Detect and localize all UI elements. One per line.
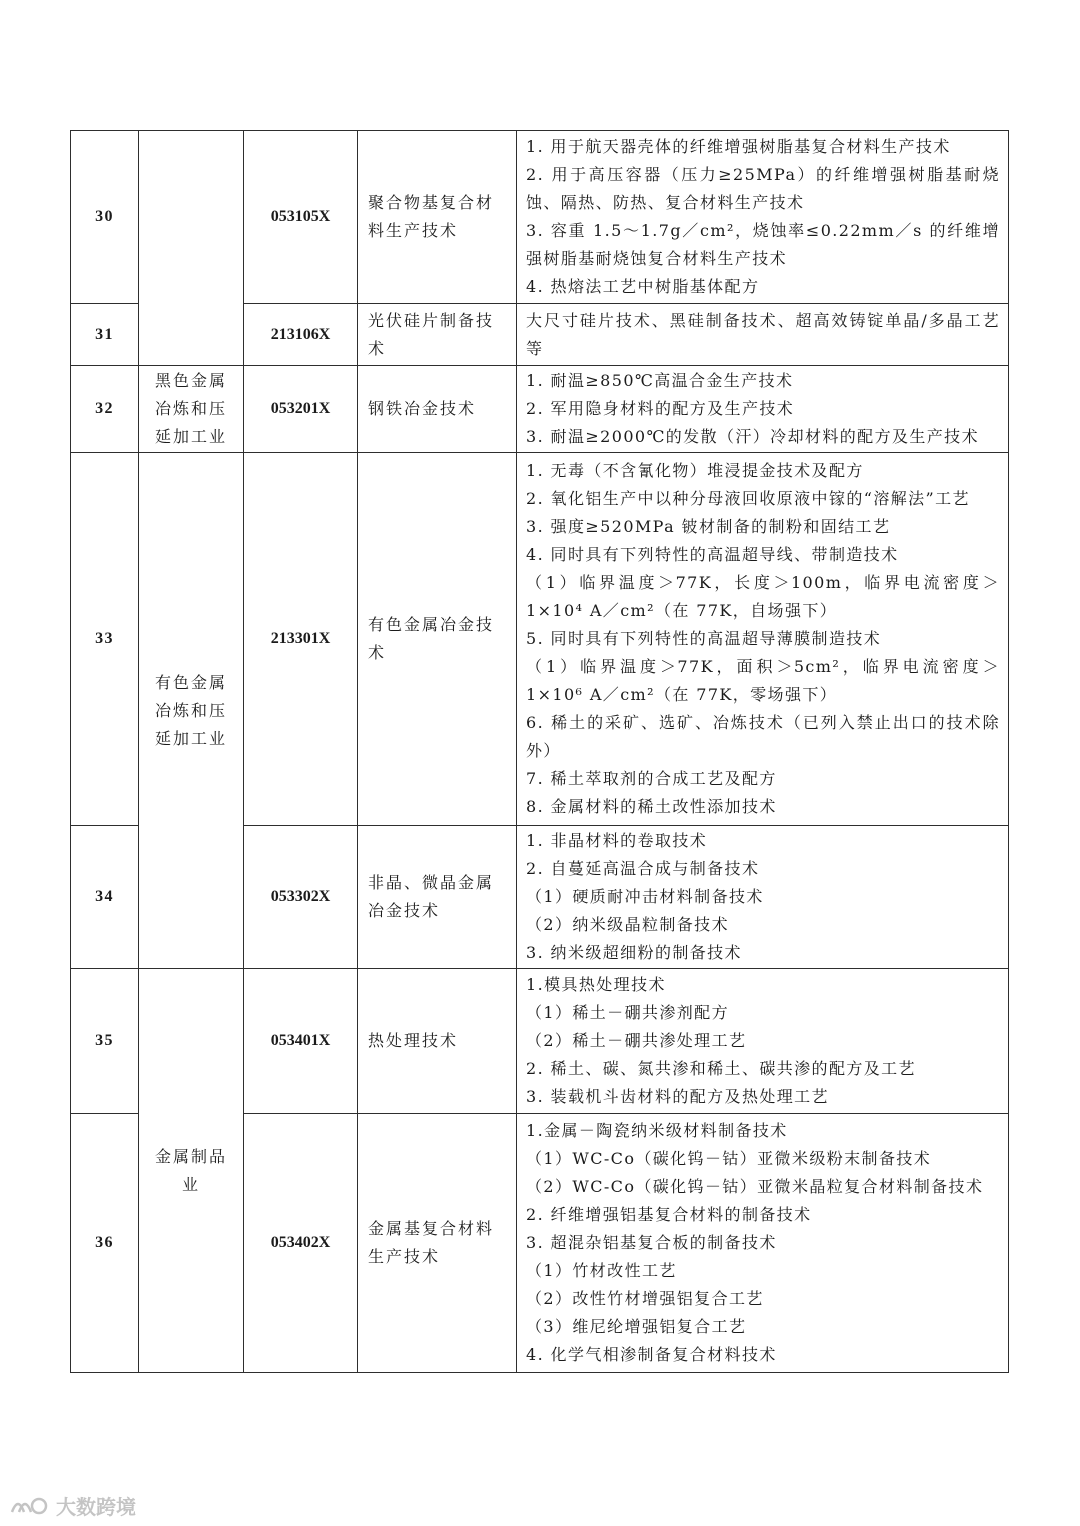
detail-item: （2）稀土－硼共渗处理工艺	[526, 1031, 747, 1050]
detail-item: （1）硬质耐冲击材料制备技术	[526, 887, 764, 906]
tech-code: 053105X	[244, 131, 358, 304]
tech-details	[517, 969, 1009, 1114]
row-number: 36	[71, 1114, 139, 1373]
detail-item: 1. 用于航天器壳体的纤维增强树脂基复合材料生产技术	[526, 137, 951, 156]
watermark	[8, 1490, 136, 1520]
detail-item: 大尺寸硅片技术、黑硅制备技术、超高效铸锭单晶/多晶工艺等	[526, 310, 1000, 358]
tech-code: 053201X	[244, 366, 358, 453]
tech-code: 213106X	[244, 304, 358, 366]
detail-item: 2. 稀土、碳、氮共渗和稀土、碳共渗的配方及工艺	[526, 1059, 916, 1078]
tech-code: 053402X	[244, 1114, 358, 1373]
detail-item: 4. 化学气相渗制备复合材料技术	[526, 1345, 777, 1364]
tech-name: 光伏硅片制备技术	[358, 304, 517, 366]
detail-item: 2. 氧化铝生产中以种分母液回收原液中镓的“溶解法”工艺	[526, 489, 970, 508]
detail-item: 3. 容重 1.5～1.7g／cm²，烧蚀率≤0.22mm／s 的纤维增强树脂基耐烧蚀复合材料生产技术	[526, 221, 1000, 268]
detail-item: （1）稀土－硼共渗剂配方	[526, 1003, 729, 1022]
industry-cell: 有色金属冶炼和压延加工业	[139, 453, 244, 969]
detail-item: （2）WC-Co（碳化钨－钴）亚微米晶粒复合材料制备技术	[526, 1177, 984, 1196]
tech-name: 聚合物基复合材料生产技术	[358, 131, 517, 304]
detail-item: 3. 强度≥520MPa 铍材制备的制粉和固结工艺	[526, 517, 891, 536]
tech-details	[517, 453, 1009, 826]
row-number: 30	[71, 131, 139, 304]
industry-cell: 黑色金属冶炼和压延加工业	[139, 366, 244, 453]
table-row	[71, 969, 1009, 1114]
detail-item: 3. 纳米级超细粉的制备技术	[526, 943, 742, 962]
tech-code: 213301X	[244, 453, 358, 826]
table-row	[71, 453, 1009, 826]
detail-item: 6. 稀土的采矿、选矿、冶炼技术（已列入禁止出口的技术除外）	[526, 713, 1000, 760]
tech-details	[517, 131, 1009, 304]
tech-name: 非晶、微晶金属冶金技术	[358, 826, 517, 969]
row-number: 31	[71, 304, 139, 366]
detail-item: 1. 非晶材料的卷取技术	[526, 831, 708, 850]
row-number: 34	[71, 826, 139, 969]
row-number: 35	[71, 969, 139, 1114]
industry-cell-blank	[139, 131, 244, 366]
tech-details	[517, 1114, 1009, 1373]
detail-item: 1.模具热处理技术	[526, 975, 666, 994]
detail-item: （1）竹材改性工艺	[526, 1261, 677, 1280]
detail-item: 8. 金属材料的稀土改性添加技术	[526, 797, 777, 816]
tech-name: 钢铁冶金技术	[358, 366, 517, 453]
technology-table	[70, 130, 1009, 1373]
table-row	[71, 131, 1009, 304]
detail-item: 2. 自蔓延高温合成与制备技术	[526, 859, 760, 878]
detail-item: （1）临界温度＞77K，面积＞5cm²，临界电流密度＞1×10⁶ A／cm²（在 77K，零场强下）	[526, 657, 1000, 704]
detail-item: 1. 无毒（不含氰化物）堆浸提金技术及配方	[526, 461, 864, 480]
detail-item: （1）WC-Co（碳化钨－钴）亚微米级粉末制备技术	[526, 1149, 932, 1168]
detail-item: （2）改性竹材增强铝复合工艺	[526, 1289, 764, 1308]
detail-item: 1.金属－陶瓷纳米级材料制备技术	[526, 1121, 788, 1140]
tech-details	[517, 304, 1009, 366]
industry-cell: 金属制品业	[139, 969, 244, 1373]
tech-name: 热处理技术	[358, 969, 517, 1114]
detail-item: （2）纳米级晶粒制备技术	[526, 915, 729, 934]
detail-item: 3. 耐温≥2000℃的发散（汗）冷却材料的配方及生产技术	[526, 427, 979, 446]
tech-code: 053401X	[244, 969, 358, 1114]
detail-item: 2. 军用隐身材料的配方及生产技术	[526, 399, 795, 418]
detail-item: 4. 同时具有下列特性的高温超导线、带制造技术	[526, 545, 899, 564]
tech-code: 053302X	[244, 826, 358, 969]
detail-item: （1）临界温度＞77K，长度＞100m，临界电流密度＞1×10⁴ A／cm²（在 77K，自场强下）	[526, 573, 1000, 620]
tech-details	[517, 366, 1009, 453]
row-number: 32	[71, 366, 139, 453]
detail-item: 5. 同时具有下列特性的高温超导薄膜制造技术	[526, 629, 882, 648]
sound-wave-logo-icon	[8, 1492, 50, 1518]
detail-item: 1. 耐温≥850℃高温合金生产技术	[526, 371, 794, 390]
watermark-text: 大数跨境	[56, 1494, 136, 1519]
detail-item: （3）维尼纶增强铝复合工艺	[526, 1317, 747, 1336]
detail-item: 7. 稀土萃取剂的合成工艺及配方	[526, 769, 777, 788]
detail-item: 4. 热熔法工艺中树脂基体配方	[526, 277, 760, 296]
tech-details	[517, 826, 1009, 969]
table-row	[71, 366, 1009, 453]
row-number: 33	[71, 453, 139, 826]
tech-name: 金属基复合材料生产技术	[358, 1114, 517, 1373]
detail-item: 3. 装载机斗齿材料的配方及热处理工艺	[526, 1087, 829, 1106]
detail-item: 3. 超混杂铝基复合板的制备技术	[526, 1233, 777, 1252]
detail-item: 2. 纤维增强铝基复合材料的制备技术	[526, 1205, 812, 1224]
detail-item: 2. 用于高压容器（压力≥25MPa）的纤维增强树脂基耐烧蚀、隔热、防热、复合材料生产技术	[526, 165, 1000, 212]
tech-name: 有色金属冶金技术	[358, 453, 517, 826]
